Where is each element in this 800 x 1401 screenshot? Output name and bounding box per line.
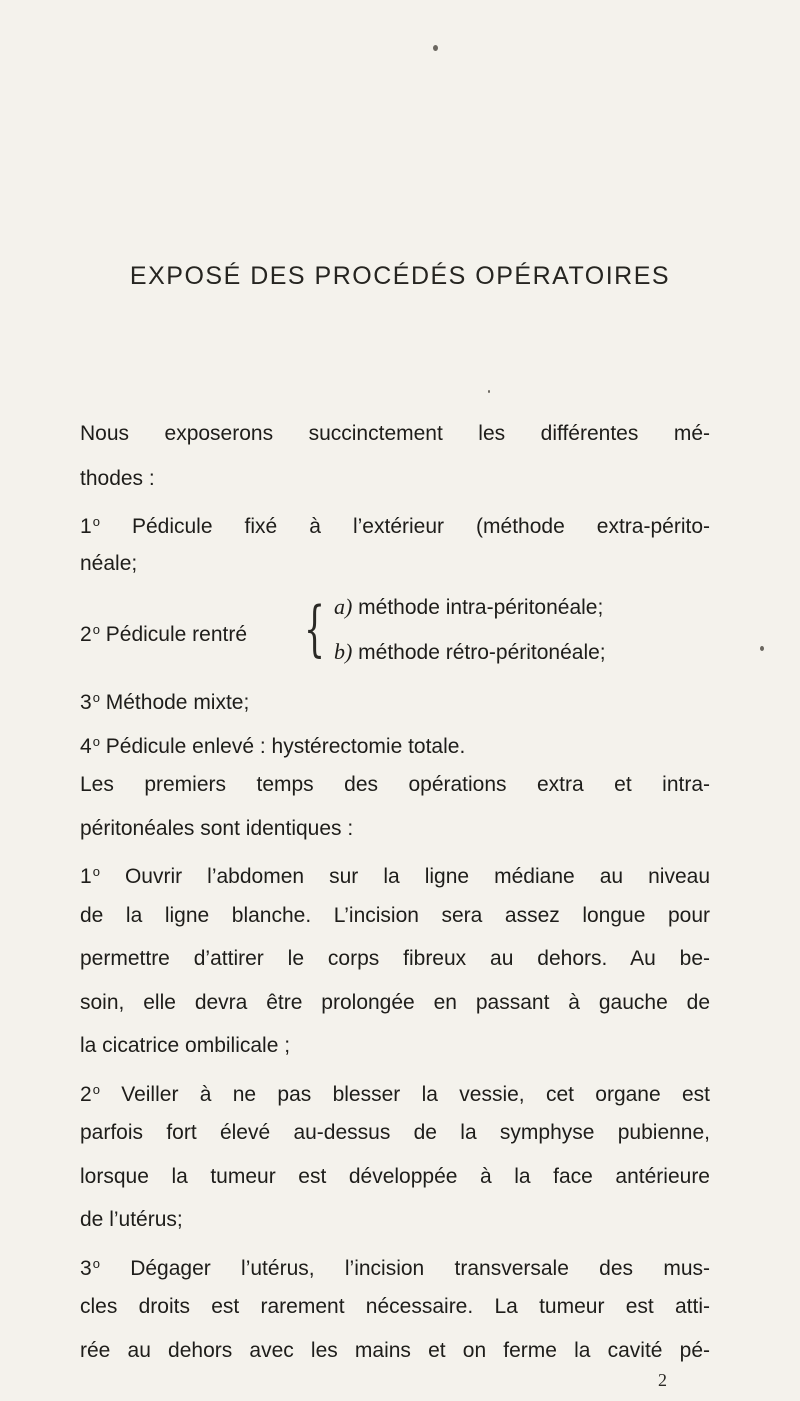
list-item: 2$^o$ Veiller à ne pas blesser la vessie, cet organe est xyxy=(80,1082,710,1106)
list-item: 1$^o$ Ouvrir l’abdomen sur la ligne médiane au niveau xyxy=(80,864,710,888)
list-item: 1$^o$ Pédicule fixé à l’extérieur (méthode extra-périto- xyxy=(80,514,710,538)
list-item: 3$^o$ Méthode mixte; xyxy=(80,690,250,714)
text-line: cles droits est rarement nécessaire. La tumeur est atti- xyxy=(80,1295,710,1318)
text-line: néale; xyxy=(80,552,138,575)
text-line: thodes : xyxy=(80,467,155,490)
text-line: Nous exposerons succinctement les différentes mé- xyxy=(80,422,710,445)
list-item: 3$^o$ Dégager l’utérus, l’incision transversale des mus- xyxy=(80,1256,710,1280)
text-line: péritonéales sont identiques : xyxy=(80,817,354,840)
curly-brace: { xyxy=(304,594,326,664)
page-number: 2 xyxy=(658,1370,667,1390)
ink-speck xyxy=(488,390,490,393)
sub-item-a: a) méthode intra-péritonéale; xyxy=(334,594,604,619)
text-line: de l’utérus; xyxy=(80,1208,183,1231)
text-line: Les premiers temps des opérations extra et intra- xyxy=(80,773,710,796)
ink-speck xyxy=(433,45,438,51)
page-title: EXPOSÉ DES PROCÉDÉS OPÉRATOIRES xyxy=(129,262,671,290)
sub-item-b: b) méthode rétro-péritonéale; xyxy=(334,639,606,664)
list-item: 4$^o$ Pédicule enlevé : hystérectomie totale. xyxy=(80,734,466,758)
ink-speck xyxy=(760,646,764,651)
text-line: permettre d’attirer le corps fibreux au dehors. Au be- xyxy=(80,947,710,970)
text-line: parfois fort élevé au-dessus de la symphyse pubienne, xyxy=(80,1121,710,1144)
text-line: lorsque la tumeur est développée à la face antérieure xyxy=(80,1165,710,1188)
text-line: la cicatrice ombilicale ; xyxy=(80,1034,291,1057)
bracket-item: 2$^o$ Pédicule rentré xyxy=(80,622,248,646)
text-line: rée au dehors avec les mains et on ferme la cavité pé- xyxy=(80,1339,710,1362)
text-line: de la ligne blanche. L’incision sera assez longue pour xyxy=(80,904,710,927)
text-line: soin, elle devra être prolongée en passant à gauche de xyxy=(80,991,710,1014)
